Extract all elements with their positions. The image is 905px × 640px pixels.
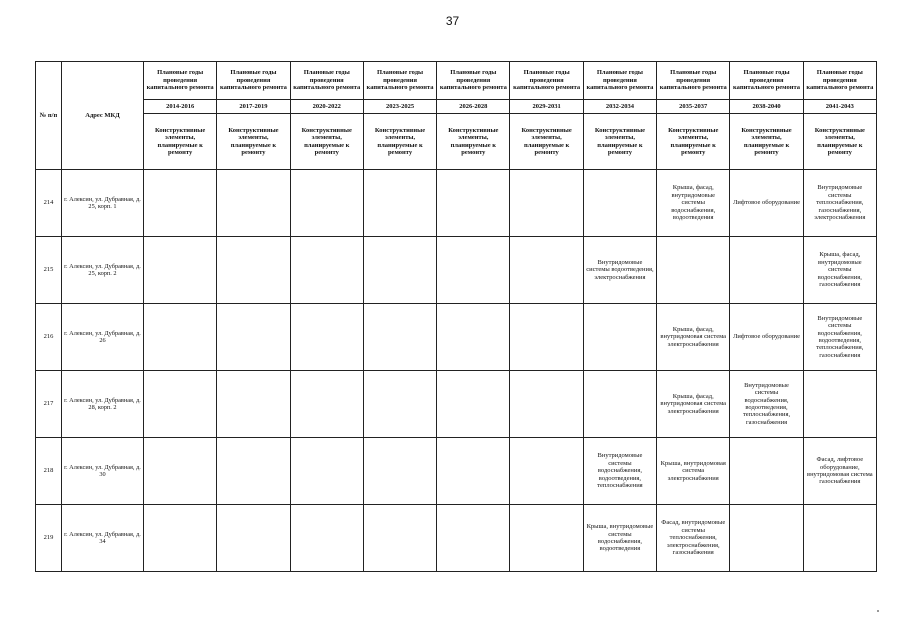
header-period: 2020-2022 [290, 100, 363, 114]
repair-elements-cell: Внутридомовые системы водоснабжения, водоотведения, теплоснабжения, газоснабжения [730, 371, 803, 438]
table-row [36, 304, 877, 371]
repair-elements-cell: Крыша, фасад, внутридомовая система электроснабжения [657, 371, 730, 438]
repair-elements-cell [803, 371, 876, 438]
repair-elements-cell [144, 304, 217, 371]
header-period: 2026-2028 [437, 100, 510, 114]
header-address: Адрес МКД [62, 62, 144, 170]
repair-elements-cell [217, 170, 290, 237]
repair-elements-cell [437, 304, 510, 371]
repair-elements-cell: Внутридомовые системы теплоснабжения, газоснабжения, электроснабжения [803, 170, 876, 237]
repair-elements-cell: Лифтовое оборудование [730, 304, 803, 371]
header-elements: Конструктивные элементы, планируемые к ремонту [510, 114, 583, 170]
repair-elements-cell [510, 371, 583, 438]
header-planned-years: Плановые годы проведения капитального ремонта [437, 62, 510, 100]
repair-elements-cell [730, 505, 803, 572]
row-address: г. Алексин, ул. Дубравная, д. 25, корп. 1 [62, 170, 144, 237]
repair-elements-cell [657, 237, 730, 304]
repair-elements-cell [290, 371, 363, 438]
table-row [36, 505, 877, 572]
repair-elements-cell [217, 304, 290, 371]
row-address: г. Алексин, ул. Дубравная, д. 25, корп. 2 [62, 237, 144, 304]
header-elements: Конструктивные элементы, планируемые к ремонту [363, 114, 436, 170]
scan-speck [877, 610, 879, 612]
header-planned-years: Плановые годы проведения капитального ремонта [730, 62, 803, 100]
repair-elements-cell [290, 505, 363, 572]
row-address: г. Алексин, ул. Дубравная, д. 28, корп. 2 [62, 371, 144, 438]
header-planned-years: Плановые годы проведения капитального ремонта [363, 62, 436, 100]
table-header [36, 62, 877, 170]
repair-elements-cell [144, 170, 217, 237]
repair-elements-cell [510, 438, 583, 505]
row-number: 219 [36, 505, 62, 572]
header-elements: Конструктивные элементы, планируемые к ремонту [437, 114, 510, 170]
header-period: 2017-2019 [217, 100, 290, 114]
repair-elements-cell [510, 505, 583, 572]
header-row-periods [36, 100, 877, 114]
row-number: 214 [36, 170, 62, 237]
header-period: 2035-2037 [657, 100, 730, 114]
row-address: г. Алексин, ул. Дубравная, д. 34 [62, 505, 144, 572]
repair-elements-cell [363, 304, 436, 371]
repair-elements-cell [363, 237, 436, 304]
header-planned-years: Плановые годы проведения капитального ремонта [144, 62, 217, 100]
header-period: 2032-2034 [583, 100, 656, 114]
repair-elements-cell: Крыша, фасад, внутридомовые системы водоснабжения, водоотведения [657, 170, 730, 237]
header-elements: Конструктивные элементы, планируемые к ремонту [657, 114, 730, 170]
header-elements: Конструктивные элементы, планируемые к ремонту [144, 114, 217, 170]
repair-elements-cell [583, 371, 656, 438]
row-address: г. Алексин, ул. Дубравная, д. 26 [62, 304, 144, 371]
header-elements: Конструктивные элементы, планируемые к ремонту [583, 114, 656, 170]
repair-elements-cell [144, 505, 217, 572]
table-row [36, 438, 877, 505]
header-elements: Конструктивные элементы, планируемые к ремонту [290, 114, 363, 170]
repair-elements-cell [510, 304, 583, 371]
repair-elements-cell: Внутридомовые системы водоснабжения, водоотведения, теплоснабжения [583, 438, 656, 505]
repair-elements-cell [290, 237, 363, 304]
header-planned-years: Плановые годы проведения капитального ремонта [217, 62, 290, 100]
repair-elements-cell: Лифтовое оборудование [730, 170, 803, 237]
repair-elements-cell: Крыша, фасад, внутридомовые системы водоснабжения, газоснабжения [803, 237, 876, 304]
repair-elements-cell: Внутридомовые системы водоотведения, электроснабжения [583, 237, 656, 304]
repair-elements-cell [363, 170, 436, 237]
header-planned-years: Плановые годы проведения капитального ремонта [583, 62, 656, 100]
repair-elements-cell [363, 438, 436, 505]
repair-elements-cell [217, 371, 290, 438]
repair-elements-cell [437, 170, 510, 237]
header-period: 2041-2043 [803, 100, 876, 114]
header-period: 2023-2025 [363, 100, 436, 114]
header-planned-years: Плановые годы проведения капитального ремонта [803, 62, 876, 100]
header-row-elements [36, 114, 877, 170]
header-period: 2038-2040 [730, 100, 803, 114]
repair-elements-cell [803, 505, 876, 572]
repair-elements-cell [144, 438, 217, 505]
repair-elements-cell: Крыша, внутридомовая система электроснабжения [657, 438, 730, 505]
row-number: 218 [36, 438, 62, 505]
table-row [36, 237, 877, 304]
row-number: 217 [36, 371, 62, 438]
repair-elements-cell [510, 237, 583, 304]
repair-elements-cell [437, 371, 510, 438]
header-elements: Конструктивные элементы, планируемые к ремонту [730, 114, 803, 170]
repair-elements-cell: Фасад, внутридомовые системы теплоснабжения, электроснабжения, газоснабжения [657, 505, 730, 572]
header-planned-years: Плановые годы проведения капитального ремонта [290, 62, 363, 100]
repair-elements-cell [437, 505, 510, 572]
repair-elements-cell: Фасад, лифтовое оборудование, внутридомовая система газоснабжения [803, 438, 876, 505]
header-elements: Конструктивные элементы, планируемые к ремонту [217, 114, 290, 170]
repair-elements-cell [144, 237, 217, 304]
table-body [36, 170, 877, 572]
repair-elements-cell [363, 371, 436, 438]
repair-elements-cell [730, 237, 803, 304]
repair-elements-cell [217, 237, 290, 304]
repair-elements-cell [217, 438, 290, 505]
header-planned-years: Плановые годы проведения капитального ремонта [657, 62, 730, 100]
header-period: 2029-2031 [510, 100, 583, 114]
header-elements: Конструктивные элементы, планируемые к ремонту [803, 114, 876, 170]
table-row [36, 170, 877, 237]
repair-elements-cell: Внутридомовые системы водоснабжения, водоотведения, теплоснабжения, газоснабжения [803, 304, 876, 371]
header-period: 2014-2016 [144, 100, 217, 114]
repair-elements-cell [290, 170, 363, 237]
page-number: 37 [445, 14, 460, 28]
table-row [36, 371, 877, 438]
repair-elements-cell [583, 170, 656, 237]
repair-elements-cell [510, 170, 583, 237]
row-number: 216 [36, 304, 62, 371]
row-number: 215 [36, 237, 62, 304]
repair-elements-cell: Крыша, фасад, внутридомовая система электроснабжения [657, 304, 730, 371]
repair-elements-cell [730, 438, 803, 505]
repair-elements-cell [583, 304, 656, 371]
header-planned-years: Плановые годы проведения капитального ремонта [510, 62, 583, 100]
repair-elements-cell [217, 505, 290, 572]
repair-elements-cell [363, 505, 436, 572]
repair-elements-cell: Крыша, внутридомовые системы водоснабжения, водоотведения [583, 505, 656, 572]
repair-elements-cell [290, 304, 363, 371]
repair-elements-cell [437, 237, 510, 304]
capital-repair-table [35, 61, 877, 572]
row-address: г. Алексин, ул. Дубравная, д. 30 [62, 438, 144, 505]
header-row-planned-years [36, 62, 877, 100]
header-num: № п/п [36, 62, 62, 170]
repair-elements-cell [290, 438, 363, 505]
repair-elements-cell [144, 371, 217, 438]
repair-elements-cell [437, 438, 510, 505]
